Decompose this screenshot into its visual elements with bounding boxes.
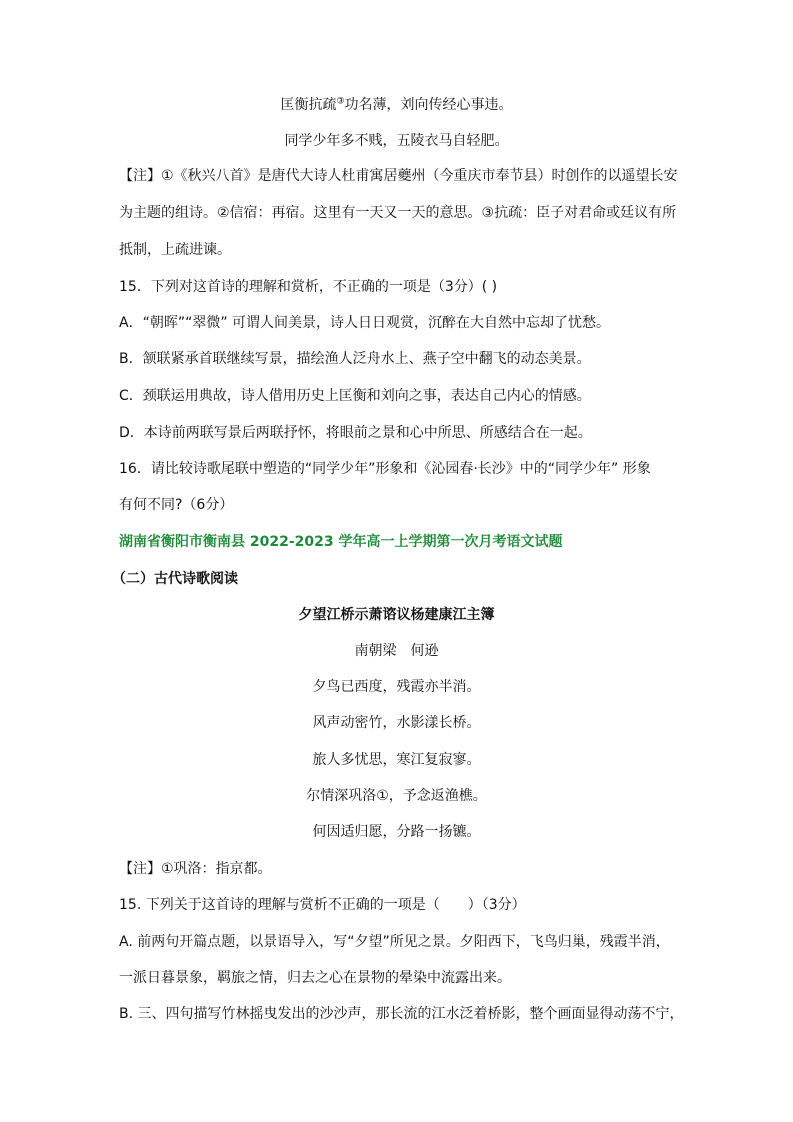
option-a: A. 前两句开篇点题，以景语导入，写“夕望”所见之景。夕阳西下，飞鸟归巢，残霞半消， [119, 934, 670, 950]
subsection-heading: （二）古代诗歌阅读 [112, 571, 238, 587]
poem-author: 南朝梁 何逊 [354, 643, 439, 659]
option-b: B. 三、四句描写竹林摇曳发出的沙沙声，那长流的江水泛着桥影，整个画面显得动荡不宁， [119, 1006, 684, 1022]
poem-title: 夕望江桥示萧谘议杨建康江主簿 [298, 607, 495, 623]
note-line: 为主题的组诗。②信宿：再宿。这里有一天又一天的意思。③抗疏：臣子对君命或廷议有所 [119, 205, 677, 221]
note-line: 【注】①《秋兴八首》是唐代大诗人杜甫寓居夔州（今重庆市奉节县）时创作的以遥望长安 [119, 168, 678, 184]
footnote-marker: ③ [336, 96, 345, 107]
source-heading: 湖南省衡阳市衡南县 2022-2023 学年高一上学期第一次月考语文试题 [119, 534, 563, 550]
option-a-continued: 一派日暮景象，羁旅之情，归去之心在景物的晕染中流露出来。 [119, 970, 511, 986]
poem-line: 风声动密竹，水影漾长桥。 [312, 715, 481, 731]
poem-line: 夕鸟已西度，残霞亦半消。 [312, 679, 481, 695]
option-a: A．“朝晖”“翠微” 可谓人间美景，诗人日日观赏，沉醉在大自然中忘却了忧愁。 [119, 315, 611, 331]
option-c: C．颈联运用典故，诗人借用历史上匡衡和刘向之事，表达自己内心的情感。 [119, 388, 591, 404]
poem-line: 同学少年多不贱，五陵衣马自轻肥。 [284, 133, 509, 149]
question-stem: 16．请比较诗歌尾联中塑造的“同学少年”形象和《沁园春·长沙》中的“同学少年” 形象 [119, 461, 651, 477]
question-stem: 15. 下列关于这首诗的理解与赏析不正确的一项是（ ）（3分） [119, 897, 526, 913]
question-stem: 15．下列对这首诗的理解和赏析，不正确的一项是（3分）( ) [119, 279, 498, 295]
poem-line: 旅人多忧思，寒江复寂寥。 [312, 752, 481, 768]
option-d: D．本诗前两联写景后两联抒怀，将眼前之景和心中所思、所感结合在一起。 [119, 425, 592, 441]
poem-line-text: 匡衡抗疏 [280, 97, 337, 113]
poem-line: 何因适归愿，分路一扬镳。 [312, 824, 481, 840]
question-stem: 有何不同?（6分） [119, 497, 234, 513]
note-line: 抵制，上疏进谏。 [119, 242, 231, 258]
poem-line [0, 95, 793, 115]
poem-line-text: 功名薄，刘向传经心事违。 [344, 97, 513, 113]
poem-line: 尔情深巩洛①，予念返渔樵。 [306, 788, 487, 804]
note-line: 【注】①巩洛：指京都。 [119, 861, 272, 877]
option-b: B．颔联紧承首联继续写景，描绘渔人泛舟水上、燕子空中翻飞的动态美景。 [119, 351, 591, 367]
